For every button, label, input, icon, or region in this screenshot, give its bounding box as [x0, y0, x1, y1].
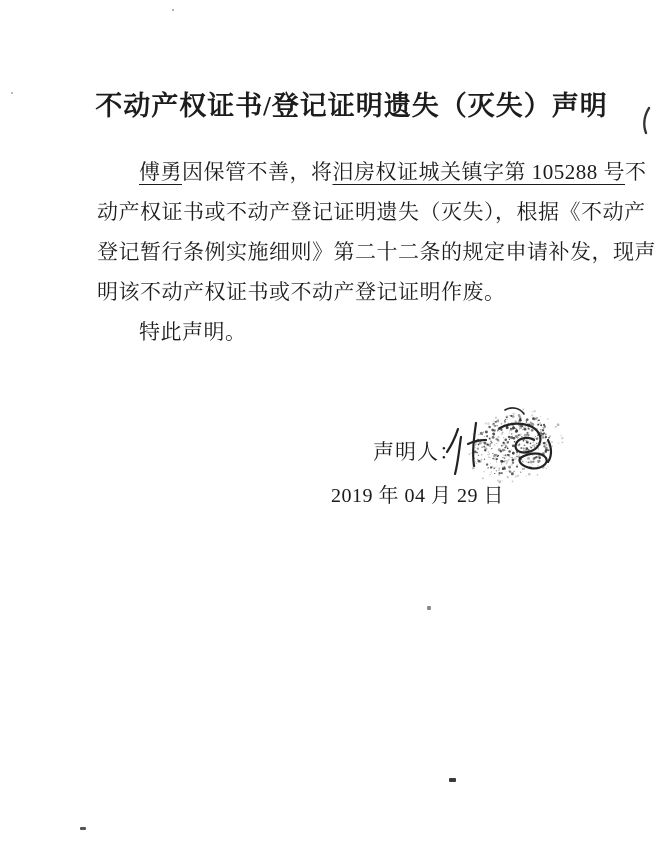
body-line	[97, 152, 647, 192]
body-text: 不	[625, 160, 647, 184]
document-title: 不动产权证书/登记证明遗失（灭失）声明	[95, 91, 608, 121]
body-line	[97, 312, 605, 352]
body-text: 登记暂行条例实施细则》第二十二条的规定申请补发，现声	[97, 240, 656, 264]
body-line	[97, 272, 605, 312]
underlined-text: 汨房权证城关镇字第 105288 号	[332, 160, 625, 184]
body-line	[97, 192, 646, 232]
declarant-label: 声明人：	[373, 440, 461, 464]
body-text: 动产权证书或不动产登记证明遗失（灭失），根据《不动产	[97, 200, 646, 224]
body-line	[97, 232, 656, 272]
scan-artifact-edge-mark	[638, 104, 658, 138]
scan-artifact-speck	[11, 92, 13, 94]
underlined-text: 傅勇	[139, 160, 182, 184]
scan-artifact-speck	[449, 778, 456, 782]
date-line: 2019 年 04 月 29 日	[331, 485, 504, 507]
scan-artifact-speck	[80, 827, 86, 830]
body-text: 特此声明。	[139, 320, 247, 344]
document-body	[97, 152, 656, 352]
body-text: 因保管不善，将	[182, 160, 333, 184]
scan-artifact-speck	[172, 9, 174, 11]
scan-artifact-speck	[427, 606, 431, 610]
body-text: 明该不动产权证书或不动产登记证明作废。	[97, 280, 506, 304]
